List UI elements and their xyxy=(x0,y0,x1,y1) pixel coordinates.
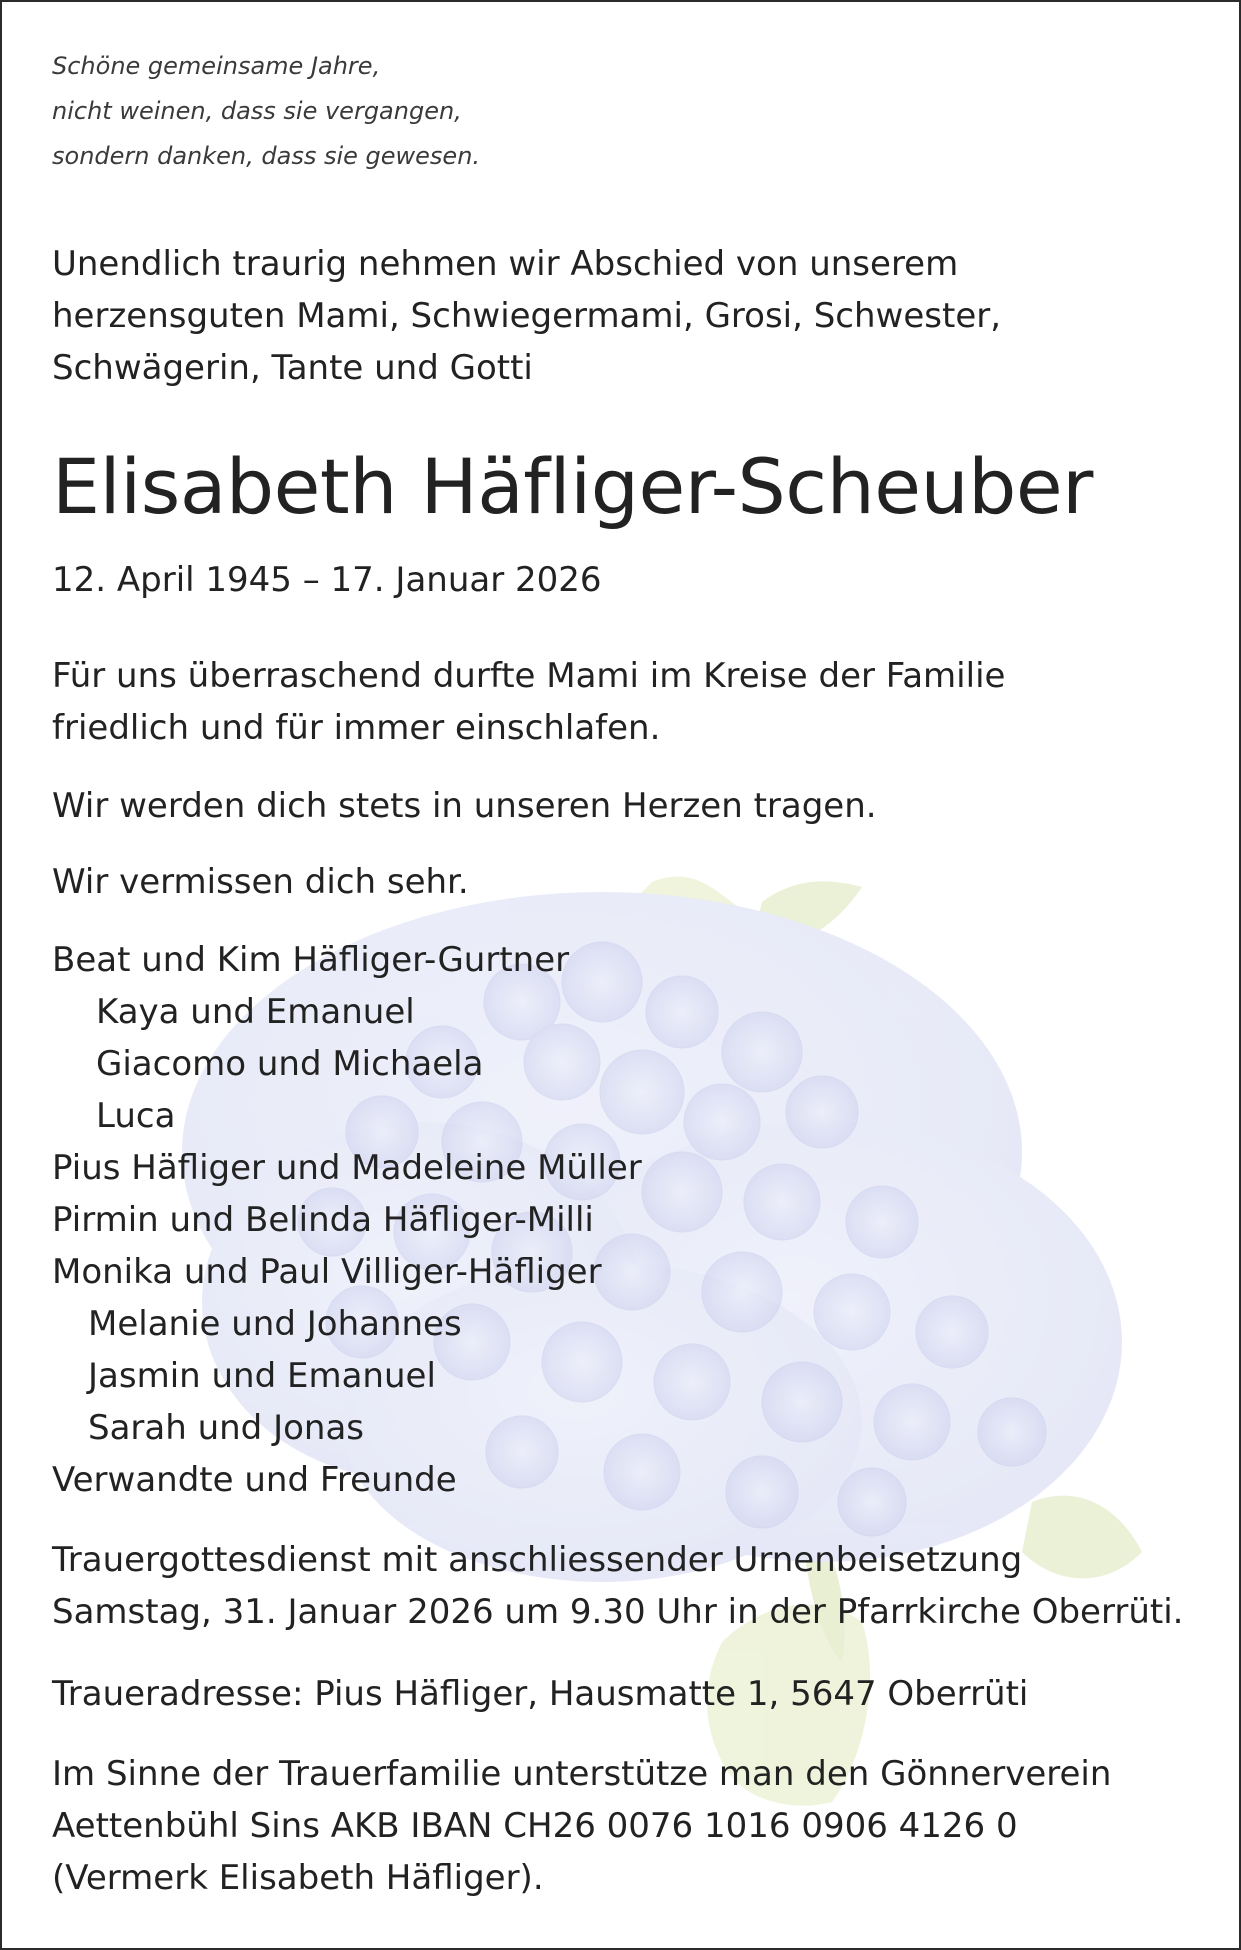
family-member: Sarah und Jonas xyxy=(88,1408,365,1448)
family-member: Beat und Kim Häfliger-Gurtner xyxy=(52,940,570,980)
motto-line: Schöne gemeinsame Jahre, xyxy=(52,52,381,80)
donation-line: (Vermerk Elisabeth Häfliger). xyxy=(52,1858,544,1898)
family-member: Monika und Paul Villiger-Häfliger xyxy=(52,1252,602,1292)
mourning-address: Traueradresse: Pius Häfliger, Hausmatte 1, 5647 Oberrüti xyxy=(52,1674,1029,1714)
family-member: Giacomo und Michaela xyxy=(96,1044,484,1084)
message-line: Wir werden dich stets in unseren Herzen tragen. xyxy=(52,786,877,826)
family-member: Pius Häfliger und Madeleine Müller xyxy=(52,1148,642,1188)
message-line: friedlich und für immer einschlafen. xyxy=(52,708,661,748)
service-line: Trauergottesdienst mit anschliessender Urnenbeisetzung xyxy=(52,1540,1023,1580)
intro-line: herzensguten Mami, Schwiegermami, Grosi, Schwester, xyxy=(52,296,1002,336)
intro-line: Schwägerin, Tante und Gotti xyxy=(52,348,533,388)
family-member: Jasmin und Emanuel xyxy=(88,1356,436,1396)
family-member: Kaya und Emanuel xyxy=(96,992,415,1032)
service-line: Samstag, 31. Januar 2026 um 9.30 Uhr in der Pfarrkirche Oberrüti. xyxy=(52,1592,1184,1632)
donation-line: Aettenbühl Sins AKB IBAN CH26 0076 1016 0906 4126 0 xyxy=(52,1806,1018,1846)
motto-line: sondern danken, dass sie gewesen. xyxy=(52,142,481,170)
family-member: Luca xyxy=(96,1096,176,1136)
message-line: Wir vermissen dich sehr. xyxy=(52,862,469,902)
family-member: Verwandte und Freunde xyxy=(52,1460,457,1500)
donation-line: Im Sinne der Trauerfamilie unterstütze man den Gönnerverein xyxy=(52,1754,1112,1794)
family-member: Melanie und Johannes xyxy=(88,1304,462,1344)
intro-line: Unendlich traurig nehmen wir Abschied von unserem xyxy=(52,244,959,284)
deceased-name: Elisabeth Häfliger-Scheuber xyxy=(52,442,1093,531)
motto-line: nicht weinen, dass sie vergangen, xyxy=(52,97,462,125)
message-line: Für uns überraschend durfte Mami im Kreise der Familie xyxy=(52,656,1006,696)
life-dates: 12. April 1945 – 17. Januar 2026 xyxy=(52,560,602,600)
family-member: Pirmin und Belinda Häfliger-Milli xyxy=(52,1200,594,1240)
